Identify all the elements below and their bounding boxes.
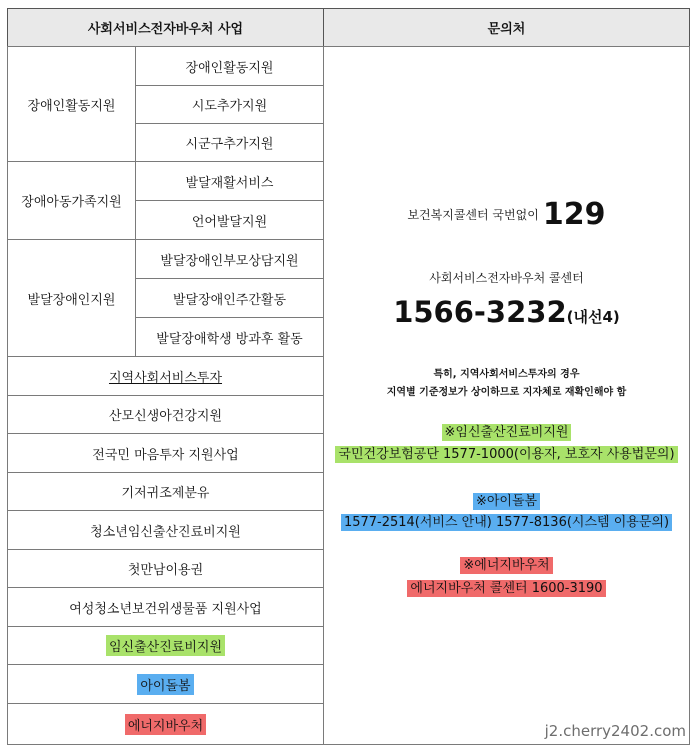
single-item: 전국민 마음투자 지원사업 [7, 433, 324, 473]
single-item-label: 지역사회서비스투자 [108, 370, 223, 386]
single-item [7, 664, 324, 704]
group-item: 발달장애인부모상담지원 [135, 239, 324, 279]
blue-contact-text-line [324, 511, 689, 530]
callcenter-129-prefix: 보건복지콜센터 국번없이 [407, 208, 539, 222]
single-item [7, 356, 324, 396]
note-line-1: 특히, 지역사회서비스투자의 경우 [433, 369, 580, 380]
red-contact-text: 에너지바우처 콜센터 1600-3190 [407, 580, 605, 597]
group-item: 발달장애학생 방과후 활동 [135, 317, 324, 357]
group-item: 시도추가지원 [135, 85, 324, 124]
green-contact-title-line [324, 421, 689, 440]
single-item [7, 626, 324, 665]
single-item [7, 703, 324, 745]
blue-contact-title-line [324, 490, 689, 509]
blue-contact-title: ※아이돌봄 [473, 493, 540, 510]
green-contact-text-line [324, 443, 689, 462]
voucher-table [7, 8, 690, 745]
single-item: 기저귀조제분유 [7, 472, 324, 511]
voucher-callcenter-line [324, 295, 689, 329]
single-item-label: 에너지바우처 [125, 714, 206, 735]
group-label: 장애아동가족지원 [7, 161, 136, 240]
voucher-callcenter-label: 사회서비스전자바우처 콜센터 [429, 271, 584, 285]
group-item: 시군구추가지원 [135, 123, 324, 162]
green-contact-text: 국민건강보험공단 1577-1000(이용자, 보호자 사용법문의) [335, 446, 677, 463]
callcenter-129-number: 129 [542, 197, 606, 232]
single-item: 산모신생아건강지원 [7, 395, 324, 434]
green-contact-title: ※임신출산진료비지원 [442, 424, 572, 441]
header-business: 사회서비스전자바우처 사업 [7, 8, 324, 47]
group-label: 장애인활동지원 [7, 46, 136, 162]
single-item: 청소년임신출산진료비지원 [7, 510, 324, 550]
group-item: 발달재활서비스 [135, 161, 324, 201]
header-contact: 문의처 [323, 8, 690, 47]
single-item: 여성청소년보건위생물품 지원사업 [7, 587, 324, 627]
single-item: 첫만남이용권 [7, 549, 324, 588]
single-item-label: 임신출산진료비지원 [106, 635, 225, 656]
group-label: 발달장애인지원 [7, 239, 136, 357]
callcenter-129-line [324, 197, 689, 232]
note-line-2: 지역별 기준정보가 상이하므로 지자체로 재확인해야 함 [386, 387, 627, 398]
watermark: j2.cherry2402.com [544, 722, 686, 740]
group-item: 장애인활동지원 [135, 46, 324, 86]
red-contact-text-line [324, 577, 689, 596]
group-item: 발달장애인주간활동 [135, 278, 324, 318]
red-contact-title: ※에너지바우처 [460, 557, 552, 574]
voucher-callcenter-ext: (내선4) [566, 308, 620, 326]
contact-panel [323, 46, 690, 745]
group-item: 언어발달지원 [135, 200, 324, 240]
single-item-label: 아이돌봄 [137, 674, 193, 695]
blue-contact-text: 1577-2514(서비스 안내) 1577-8136(시스템 이용문의) [341, 514, 672, 531]
red-contact-title-line [324, 554, 689, 573]
voucher-callcenter-number: 1566-3232 [393, 295, 567, 329]
